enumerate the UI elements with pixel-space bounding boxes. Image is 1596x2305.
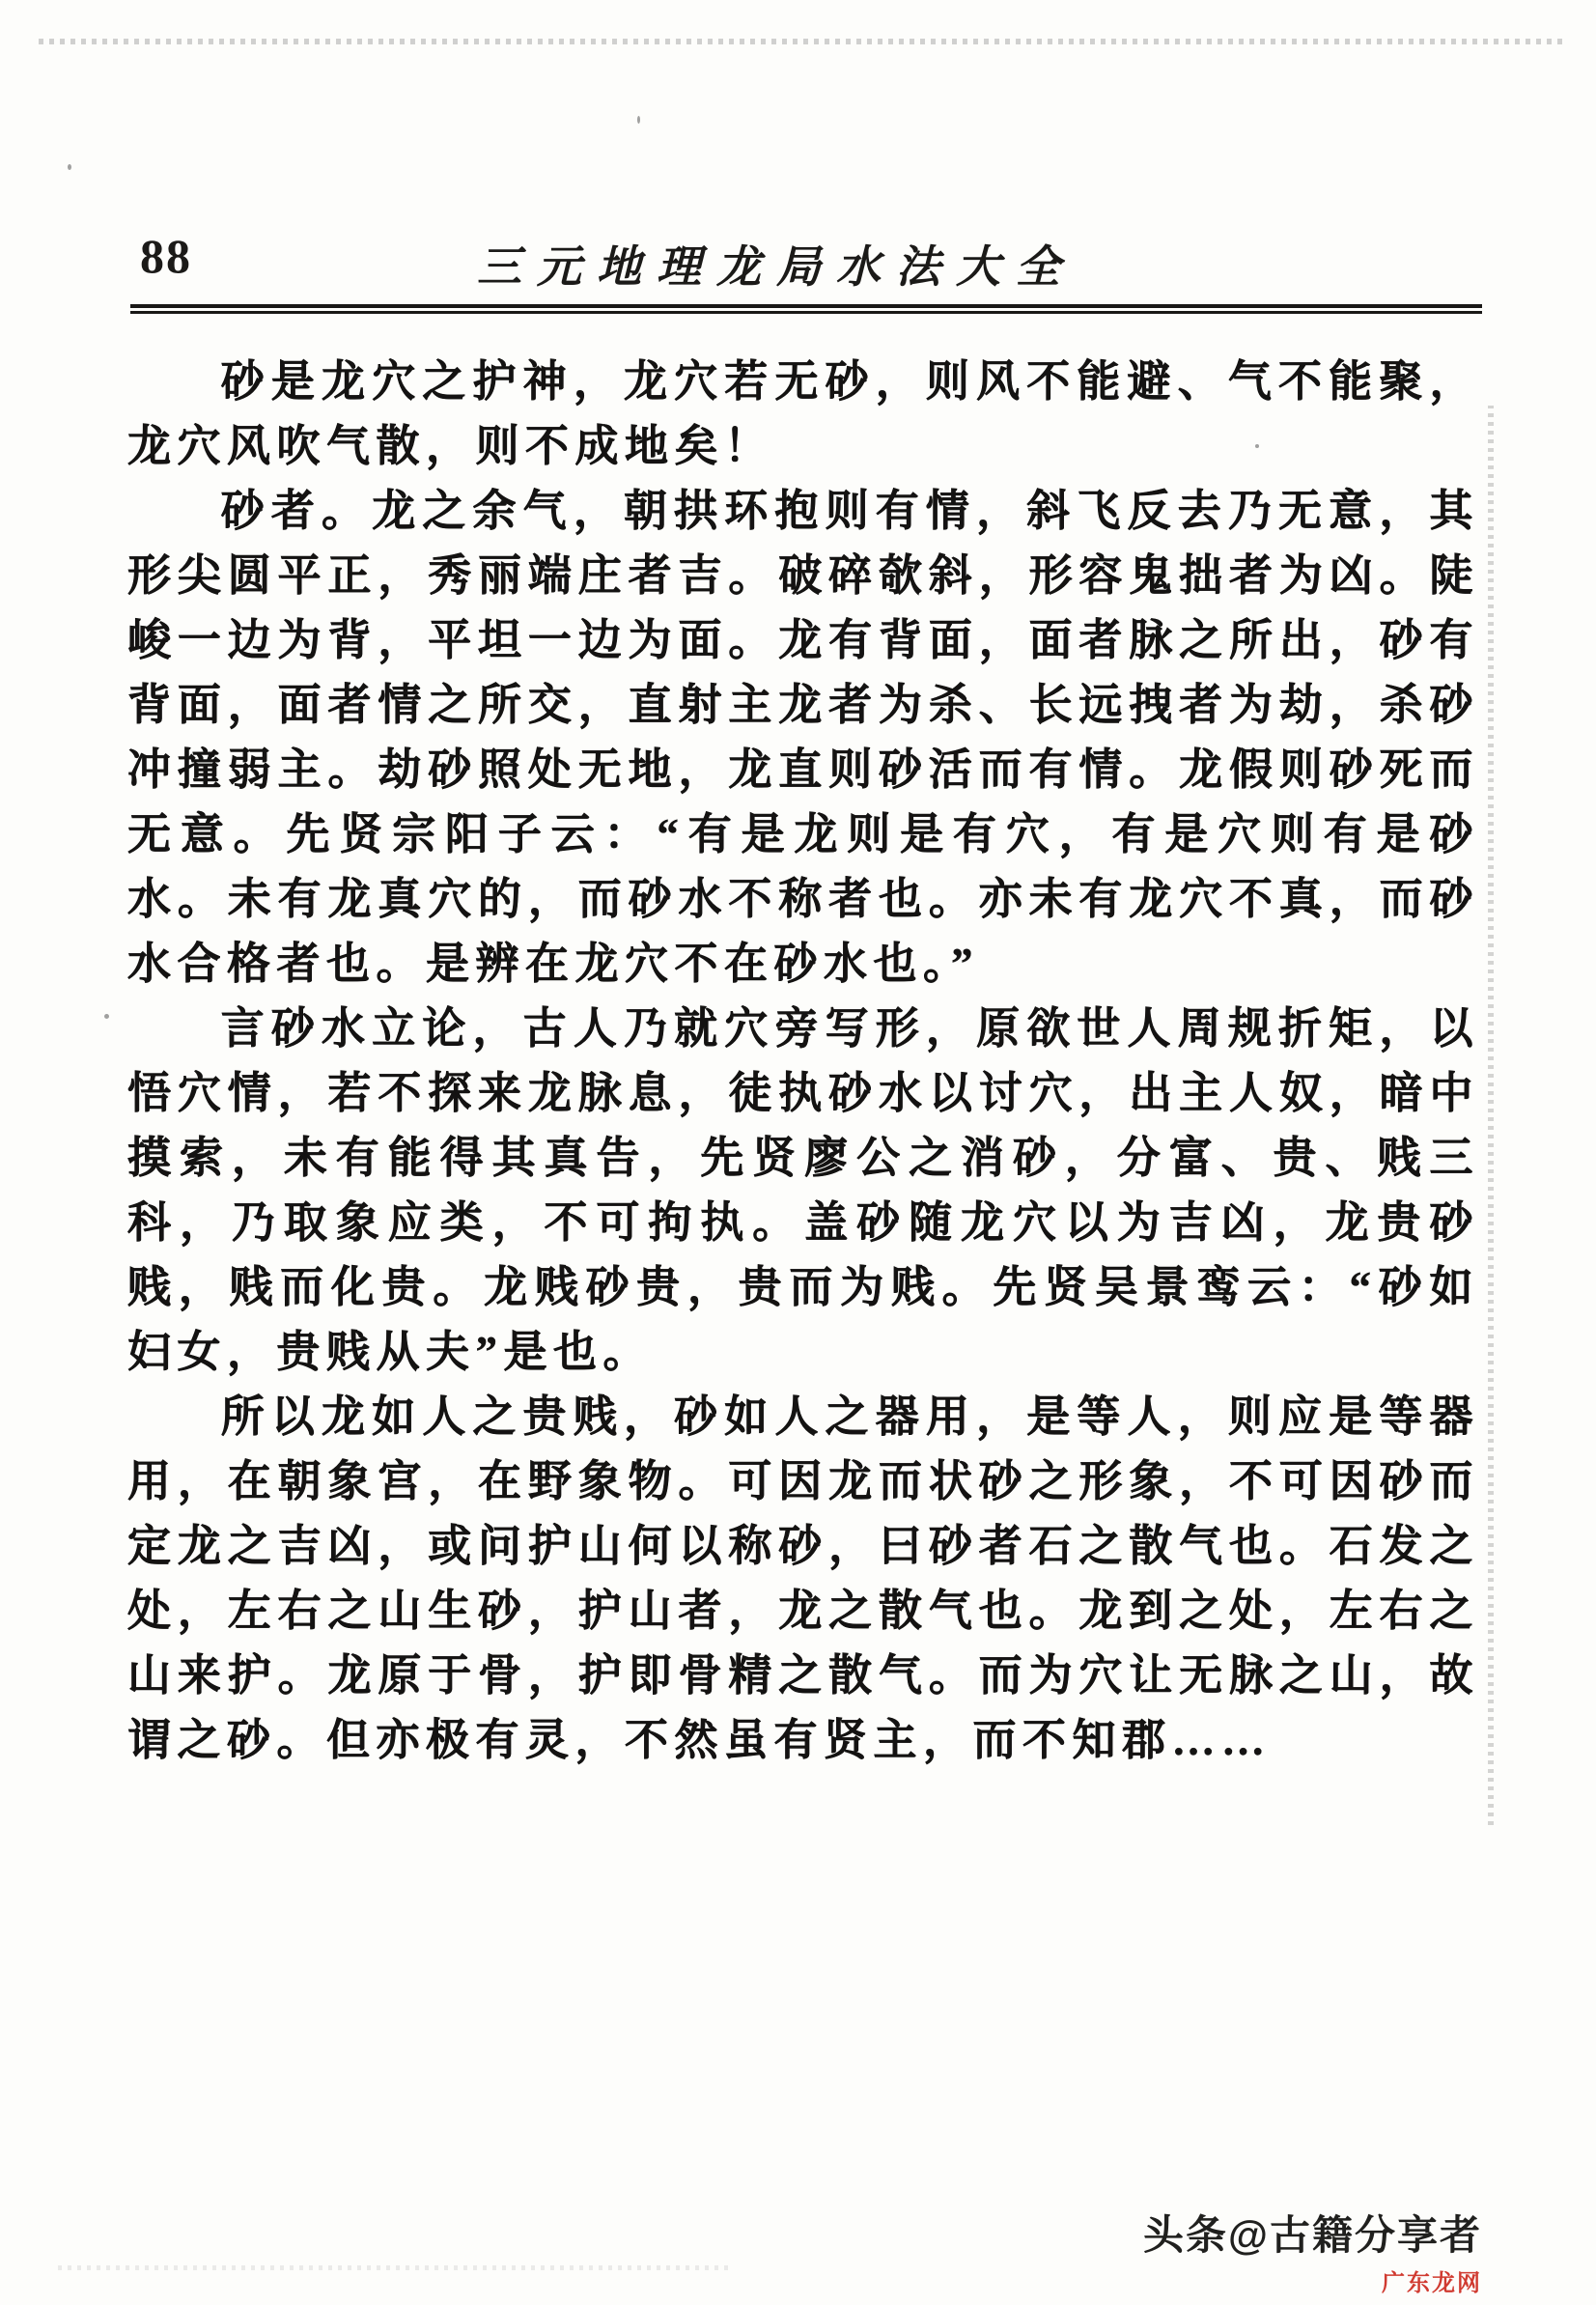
paragraph-4: 所以龙如人之贵贱，砂如人之器用，是等人，则应是等器用，在朝象宫，在野象物。可因龙而状砂之形象，不可因砂而定龙之吉凶，或问护山何以称砂，曰砂者石之散气也。石发之处，左右之山生砂，护山者，龙之散气也。龙到之处，左右之山来护。龙原于骨，护即骨精之散气。而为穴让无脉之山，故谓之砂。但亦极有灵，不然虽有贤主，而不知郡…… <box>127 1392 1479 1764</box>
header-divider <box>130 304 1482 314</box>
body-text <box>127 350 1479 1773</box>
watermark <box>1143 2204 1482 2297</box>
scan-artifact-top <box>39 39 1564 44</box>
paragraph-3: 言砂水立论，古人乃就穴旁写形，原欲世人周规折矩，以悟穴情，若不探来龙脉息，徒执砂水以讨穴，出主人奴，暗中摸索，未有能得其真告，先贤廖公之消砂，分富、贵、贱三科，乃取象应类，不可拘执。盖砂随龙穴以为吉凶，龙贵砂贱，贱而化贵。龙贱砂贵，贵而为贱。先贤吴景鸾云：“砂如妇女，贵贱从夫”是也。 <box>127 1004 1479 1376</box>
paragraph-2: 砂者。龙之余气，朝拱环抱则有情，斜飞反去乃无意，其形尖圆平正，秀丽端庄者吉。破碎欹斜，形容鬼拙者为凶。陡峻一边为背，平坦一边为面。龙有背面，面者脉之所出，砂有背面，面者情之所交，直射主龙者为杀、长远拽者为劫，杀砂冲撞弱主。劫砂照处无地，龙直则砂活而有情。龙假则砂死而无意。先贤宗阳子云：“有是龙则是有穴，有是穴则有是砂水。未有龙真穴的，而砂水不称者也。亦未有龙穴不真，而砂水合格者也。是辨在龙穴不在砂水也。” <box>127 487 1479 988</box>
watermark-sub-text: 广东龙网 <box>1382 2270 1482 2296</box>
page-number: 88 <box>140 229 192 283</box>
paragraph-1: 砂是龙穴之护神，龙穴若无砂，则风不能避、气不能聚，龙穴风吹气散，则不成地矣！ <box>127 357 1479 470</box>
page-header <box>130 224 1480 294</box>
scan-artifact-right <box>1488 406 1494 1825</box>
scan-speck <box>637 116 640 124</box>
scan-speck <box>68 164 71 170</box>
book-title: 三元地理龙局水法大全 <box>477 242 1076 292</box>
scan-artifact-bottom <box>58 2265 734 2270</box>
watermark-main-text: 头条@古籍分享者 <box>1143 2212 1482 2258</box>
scan-speck <box>104 1014 109 1019</box>
